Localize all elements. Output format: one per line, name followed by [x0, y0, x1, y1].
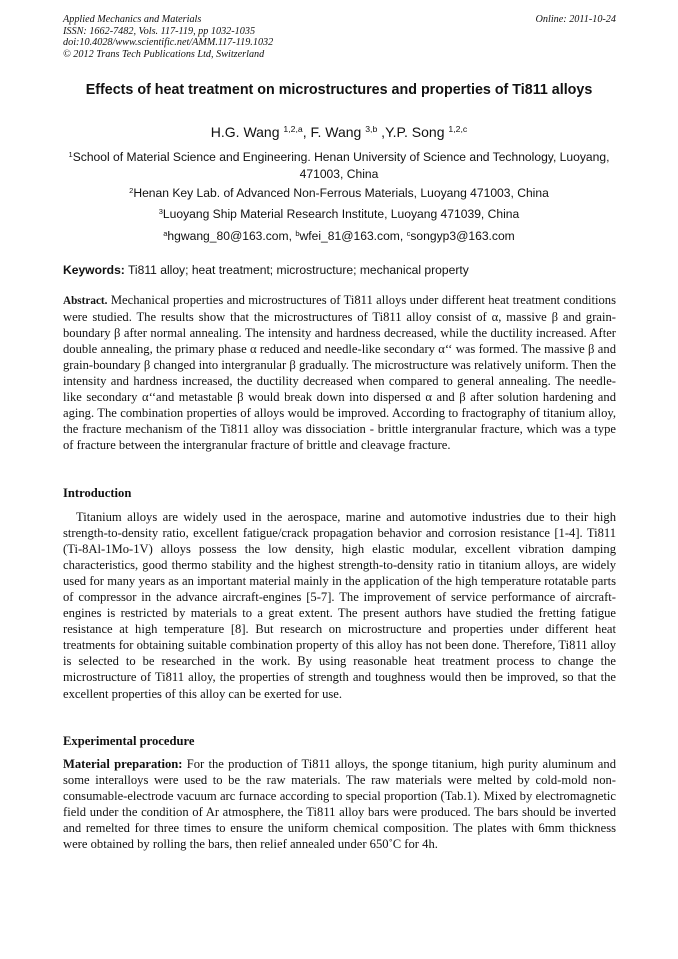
section-heading-introduction: Introduction	[63, 486, 132, 500]
author-separator: ,	[302, 124, 311, 140]
material-preparation-paragraph	[63, 756, 616, 852]
introduction-paragraph: Titanium alloys are widely used in the aerospace, marine and automotive industries due to their high strength-to-density ratio, excellent fatigue/crack propagation behavior and corrosion resistance [1-4]. Ti811 (Ti-8Al-1Mo-1V) alloys possess the low density, high elastic modular, excellent vibration damping characteristics, good thermo stability and the highest strength-to-density ratio in titanium alloys, are widely used for many years as an important material mainly in the application of the high temperature rotatable parts of compressor in the advance aircraft-engines [5-7]. The improvement of service performance of aircraft-engines is restricted by materials to a great extent. The present authors have studied the fretting fatigue resistance at high temperature [8]. But research on microstructure and properties under different heat treatments for obtaining suitable combination property of this alloy has not been done. Therefore, Ti811 alloy is selected to be researched in the work. By using reasonable heat treatment process to change the microstructure of Ti811 alloy, the properties of strength and toughness would then be improved, so that the excellent properties of this alloy can be exerted for use.	[63, 510, 616, 701]
affiliation-2	[68, 185, 610, 202]
author-affil-marker: 1,2,c	[448, 124, 468, 135]
email-marker: a	[163, 228, 168, 238]
journal-name: Applied Mechanics and Materials	[63, 14, 202, 25]
affiliation-marker: 1	[68, 149, 73, 159]
email-address[interactable]: songyp3@163.com	[410, 229, 515, 243]
author-separator: ,	[377, 124, 386, 140]
author-name: H.G. Wang	[210, 124, 280, 140]
affiliation-text: Henan Key Lab. of Advanced Non-Ferrous Materials, Luoyang 471003, China	[133, 186, 549, 200]
material-preparation-text: For the production of Ti811 alloys, the sponge titanium, high purity aluminum and some interalloys were used to be the raw materials. The raw materials were melted by cold-mold non-consumable-electrode vacuum arc furnace according to special proportion (Tab.1). Mixed by electromagnetic field under the condition of Ar atmosphere, the Ti811 alloy bars were produced. The bars should be inverted and remelted for three times to ensure the uniform chemical composition. The plates with 6mm thickness were obtained by rolling the bars, then relief annealed under 650˚C for 4h.	[63, 757, 616, 852]
affiliation-marker: 3	[158, 206, 163, 216]
email-list	[68, 228, 610, 245]
author-list	[60, 123, 618, 141]
email-marker: b	[295, 228, 300, 238]
keywords-label: Keywords:	[63, 263, 125, 277]
paper-title: Effects of heat treatment on microstructures and properties of Ti811 alloys	[85, 82, 593, 98]
section-heading-experimental: Experimental procedure	[63, 734, 195, 748]
keywords-text: Ti811 alloy; heat treatment; microstructure; mechanical property	[124, 263, 469, 277]
keywords	[63, 262, 616, 278]
email-address[interactable]: hgwang_80@163.com	[167, 229, 289, 243]
author-name: Y.P. Song	[385, 124, 445, 140]
journal-header	[63, 14, 616, 60]
email-separator: ,	[399, 229, 407, 243]
online-date: Online: 2011-10-24	[535, 14, 616, 25]
material-preparation-label: Material preparation:	[63, 757, 183, 771]
affiliation-text: School of Material Science and Engineering. Henan University of Science and Technology, Luoyang, 471003, China	[72, 150, 610, 181]
email-address[interactable]: wfei_81@163.com	[299, 229, 400, 243]
issn-line: ISSN: 1662-7482, Vols. 117-119, pp 1032-1035	[63, 25, 256, 37]
affiliation-1	[68, 149, 610, 182]
abstract-label: Abstract.	[63, 295, 108, 307]
email-marker: c	[406, 228, 411, 238]
affiliation-3	[68, 206, 610, 223]
copyright-line: © 2012 Trans Tech Publications Ltd, Switzerland	[63, 48, 265, 60]
abstract-text: Mechanical properties and microstructures of Ti811 alloys under different heat treatment conditions were studied. The results show that the microstructures of Ti811 alloy consist of α, massive β and grain-boundary β after normal annealing. The intensity and hardness decreased, while the ductility increased. After double annealing, the primary phase α reduced and needle-like secondary α‘‘ was formed. The massive β and grain-boundary β changed into intergranular β gradually. The microstructure was relatively uniform. Then the intensity and hardness increased, the ductility decreased when compared to general annealing. The needle-like secondary α‘‘and metastable β would break down into dispersed α and β after solution hardening and aging. The combination properties of alloys would be improved. According to fractography of titanium alloy, the fracture mechanism of the Ti811 alloy was dissociation - brittle intergranular fracture, which was a type of fracture between the intergranular fracture of brittle and cleavage fracture.	[63, 293, 616, 453]
affiliation-marker: 2	[129, 185, 134, 195]
author-affil-marker: 1,2,a	[283, 124, 303, 135]
email-separator: ,	[288, 229, 296, 243]
author-name: F. Wang	[310, 124, 362, 140]
doi-line: doi:10.4028/www.scientific.net/AMM.117-119.1032	[63, 37, 274, 49]
affiliation-text: Luoyang Ship Material Research Institute, Luoyang 471039, China	[162, 207, 520, 221]
abstract	[63, 292, 616, 453]
author-affil-marker: 3,b	[365, 124, 378, 135]
